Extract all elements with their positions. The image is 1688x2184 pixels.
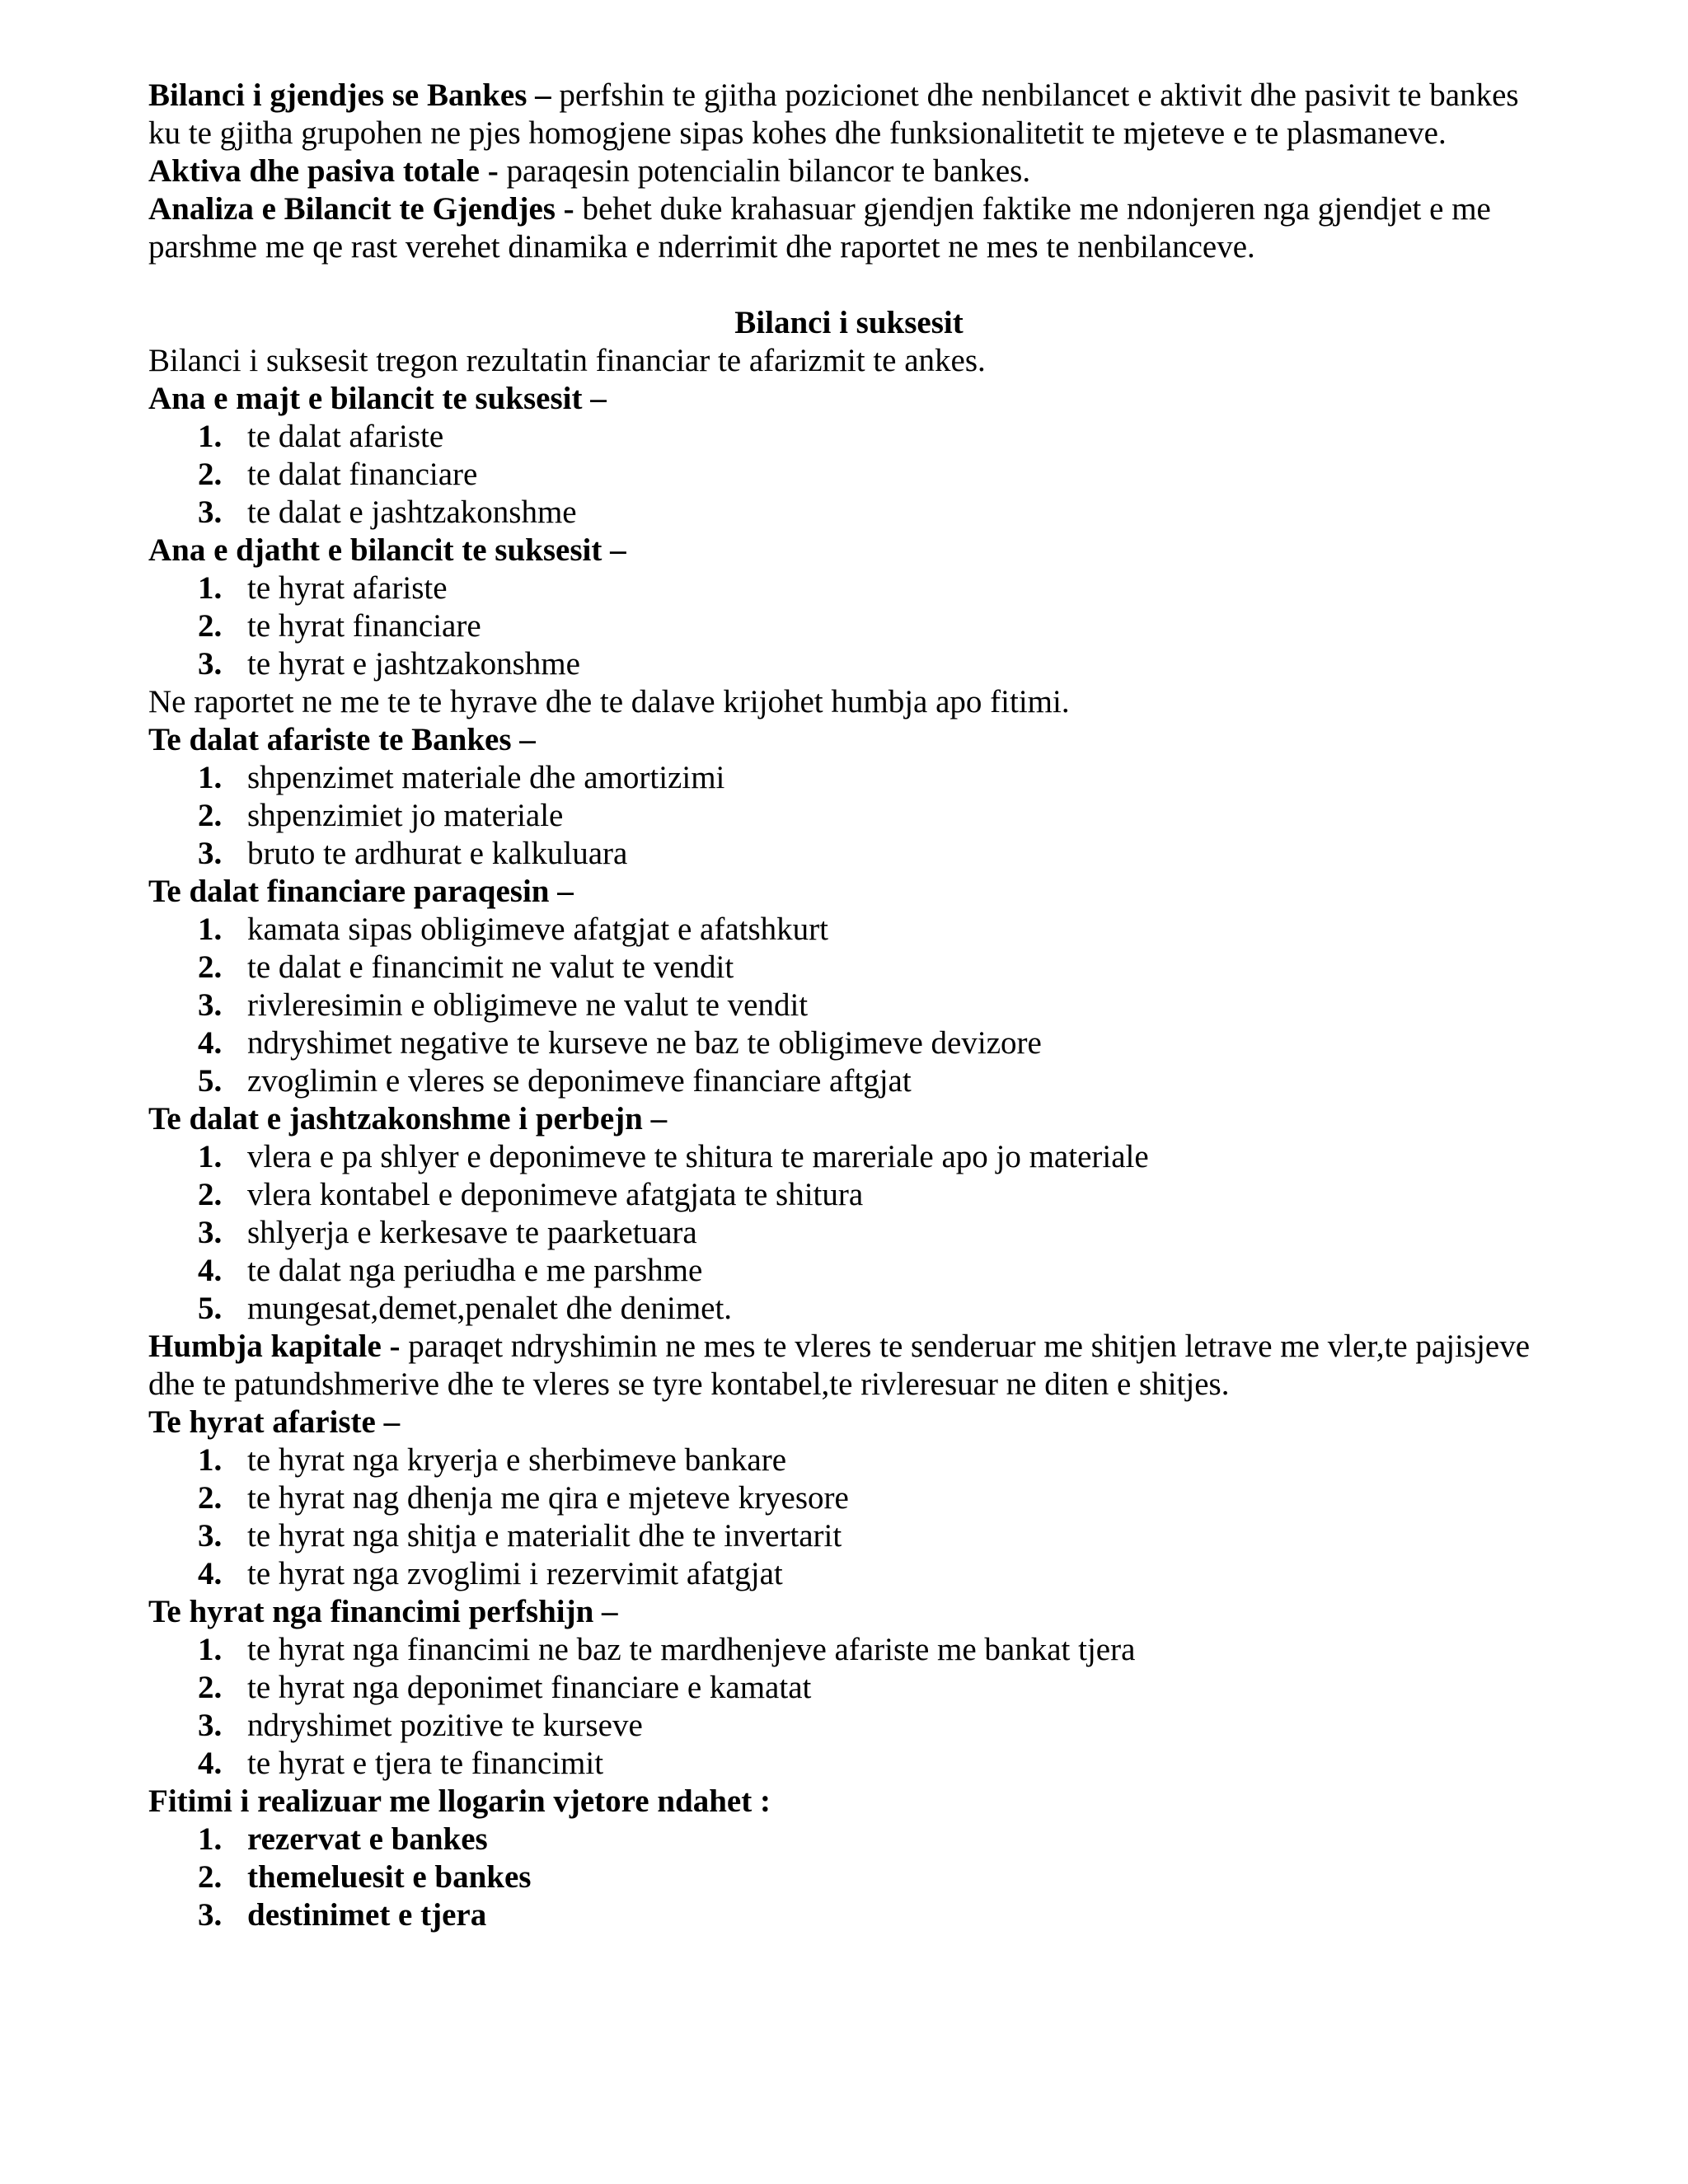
list-item bbox=[148, 418, 1550, 456]
list-item-text: te hyrat nga zvoglimi i rezervimit afatgjat bbox=[247, 1556, 783, 1591]
list-item-text: shlyerja e kerkesave te paarketuara bbox=[247, 1215, 697, 1250]
term-humbja-kapitale: Humbja kapitale - bbox=[148, 1329, 401, 1364]
list-item-text: te dalat e jashtzakonshme bbox=[247, 494, 577, 530]
list-item-number: 2. bbox=[198, 1480, 223, 1516]
list-item bbox=[148, 1555, 1550, 1593]
list-item bbox=[148, 1252, 1550, 1290]
intro-paragraph-2 bbox=[148, 152, 1550, 190]
list-item bbox=[148, 949, 1550, 987]
list-item bbox=[148, 1707, 1550, 1745]
list-item bbox=[148, 1290, 1550, 1328]
list-item-text: te hyrat nag dhenja me qira e mjeteve kryesore bbox=[247, 1480, 849, 1516]
list-item-number: 3. bbox=[198, 836, 223, 871]
list-item-number: 1. bbox=[198, 912, 223, 947]
list-item bbox=[148, 835, 1550, 873]
list-item-number: 4. bbox=[198, 1253, 223, 1288]
list-item-text: te dalat afariste bbox=[247, 419, 444, 454]
group-heading: Ana e majt e bilancit te suksesit – bbox=[148, 381, 607, 416]
list-item-number: 3. bbox=[198, 1708, 223, 1743]
group-heading: Te hyrat nga financimi perfshijn – bbox=[148, 1594, 618, 1629]
list-item-number: 3. bbox=[198, 1897, 223, 1933]
list-item bbox=[148, 797, 1550, 835]
list-item-number: 2. bbox=[198, 949, 223, 985]
list-item-text: bruto te ardhurat e kalkuluara bbox=[247, 836, 628, 871]
list-item-text: ndryshimet negative te kurseve ne baz te obligimeve devizore bbox=[247, 1025, 1042, 1061]
list-item-text: shpenzimet materiale dhe amortizimi bbox=[247, 760, 725, 795]
group-heading: Te hyrat afariste – bbox=[148, 1404, 401, 1440]
list-item-number: 1. bbox=[198, 1821, 223, 1857]
list-item-number: 3. bbox=[198, 1215, 223, 1250]
numbered-list bbox=[148, 1821, 1550, 1934]
list-item bbox=[148, 911, 1550, 949]
document-page bbox=[148, 77, 1550, 1934]
group-heading: Ana e djatht e bilancit te suksesit – bbox=[148, 532, 626, 568]
intro-paragraph-1 bbox=[148, 77, 1550, 152]
list-item-text: themeluesit e bankes bbox=[247, 1859, 532, 1895]
numbered-list bbox=[148, 1441, 1550, 1593]
definition-text: behet duke krahasuar gjendjen faktike me ndonjeren nga gjendjet e me parshme me qe rast verehet dinamika e nderrimit dhe raportet ne mes te nenbilanceve. bbox=[148, 191, 1491, 265]
list-item-number: 3. bbox=[198, 1518, 223, 1554]
list-item-text: te hyrat financiare bbox=[247, 608, 481, 644]
list-item-number: 4. bbox=[198, 1746, 223, 1781]
list-item-text: zvoglimin e vleres se deponimeve financiare aftgjat bbox=[247, 1063, 912, 1099]
list-item-text: te hyrat nga kryerja e sherbimeve bankare bbox=[247, 1442, 787, 1478]
numbered-list bbox=[148, 1631, 1550, 1783]
list-item bbox=[148, 1745, 1550, 1783]
group-heading: Te dalat afariste te Bankes – bbox=[148, 722, 536, 757]
list-item-number: 2. bbox=[198, 1859, 223, 1895]
content-groups bbox=[148, 380, 1550, 1934]
list-item-text: vlera kontabel e deponimeve afatgjata te shitura bbox=[247, 1177, 864, 1212]
list-item-text: shpenzimiet jo materiale bbox=[247, 798, 564, 833]
list-item bbox=[148, 1441, 1550, 1479]
list-item bbox=[148, 759, 1550, 797]
list-item-text: vlera e pa shlyer e deponimeve te shitura te mareriale apo jo materiale bbox=[247, 1139, 1149, 1174]
body-paragraph: Ne raportet ne me te te hyrave dhe te dalave krijohet humbja apo fitimi. bbox=[148, 684, 1070, 719]
list-item-text: destinimet e tjera bbox=[247, 1897, 487, 1933]
list-item bbox=[148, 1896, 1550, 1934]
list-item-text: te hyrat e tjera te financimit bbox=[247, 1746, 604, 1781]
list-item bbox=[148, 607, 1550, 645]
numbered-list bbox=[148, 569, 1550, 683]
list-item-number: 3. bbox=[198, 646, 223, 682]
group-heading: Te dalat financiare paraqesin – bbox=[148, 874, 574, 909]
numbered-list bbox=[148, 759, 1550, 873]
list-item-number: 4. bbox=[198, 1025, 223, 1061]
list-item-number: 1. bbox=[198, 1139, 223, 1174]
list-item-text: te hyrat afariste bbox=[247, 570, 448, 606]
blank-line bbox=[148, 266, 1550, 304]
list-item-number: 3. bbox=[198, 494, 223, 530]
list-item bbox=[148, 1631, 1550, 1669]
definition-text: paraqet ndryshimin ne mes te vleres te senderuar me shitjen letrave me vler,te pajisjeve dhe te patundshmerive dhe te vleres se tyre kontabel,te rivleresuar ne diten e shitjes. bbox=[148, 1329, 1531, 1402]
list-item-number: 2. bbox=[198, 608, 223, 644]
list-item bbox=[148, 987, 1550, 1024]
list-item bbox=[148, 494, 1550, 532]
list-item-text: te dalat e financimit ne valut te vendit bbox=[247, 949, 734, 985]
term-aktiva-pasiva: Aktiva dhe pasiva totale - bbox=[148, 153, 499, 189]
list-item-number: 1. bbox=[198, 760, 223, 795]
intro-paragraph-3 bbox=[148, 190, 1550, 266]
group-heading: Fitimi i realizuar me llogarin vjetore ndahet : bbox=[148, 1783, 771, 1819]
list-item-text: te dalat nga periudha e me parshme bbox=[247, 1253, 703, 1288]
list-item-text: te hyrat e jashtzakonshme bbox=[247, 646, 580, 682]
list-item-number: 5. bbox=[198, 1291, 223, 1326]
list-item bbox=[148, 1517, 1550, 1555]
definition-text: perfshin te gjitha pozicionet dhe nenbilancet e aktivit dhe pasivit te bankes ku te gjitha grupohen ne pjes homogjene sipas kohes dhe funksionalitetit te mjeteve e te plasmaneve. bbox=[148, 77, 1519, 151]
list-item-text: te hyrat nga shitja e materialit dhe te invertarit bbox=[247, 1518, 842, 1554]
list-item-text: te dalat financiare bbox=[247, 457, 478, 492]
numbered-list bbox=[148, 911, 1550, 1100]
section-intro: Bilanci i suksesit tregon rezultatin financiar te afarizmit te ankes. bbox=[148, 343, 986, 378]
section-title: Bilanci i suksesit bbox=[734, 305, 964, 340]
list-item-number: 4. bbox=[198, 1556, 223, 1591]
list-item bbox=[148, 1062, 1550, 1100]
list-item bbox=[148, 1669, 1550, 1707]
term-analiza-bilancit: Analiza e Bilancit te Gjendjes - bbox=[148, 191, 574, 227]
list-item bbox=[148, 1138, 1550, 1176]
list-item-number: 3. bbox=[198, 987, 223, 1023]
term-bilanci-gjendjes: Bilanci i gjendjes se Bankes – bbox=[148, 77, 551, 113]
list-item bbox=[148, 645, 1550, 683]
list-item-number: 5. bbox=[198, 1063, 223, 1099]
list-item-number: 2. bbox=[198, 1670, 223, 1705]
list-item-text: kamata sipas obligimeve afatgjat e afatshkurt bbox=[247, 912, 828, 947]
list-item-number: 1. bbox=[198, 1632, 223, 1667]
list-item-number: 2. bbox=[198, 798, 223, 833]
group-heading: Te dalat e jashtzakonshme i perbejn – bbox=[148, 1101, 668, 1137]
list-item-number: 1. bbox=[198, 1442, 223, 1478]
list-item bbox=[148, 569, 1550, 607]
list-item-number: 1. bbox=[198, 570, 223, 606]
list-item bbox=[148, 1821, 1550, 1858]
list-item bbox=[148, 1858, 1550, 1896]
numbered-list bbox=[148, 1138, 1550, 1328]
list-item-text: rivleresimin e obligimeve ne valut te vendit bbox=[247, 987, 809, 1023]
list-item bbox=[148, 1214, 1550, 1252]
list-item-text: te hyrat nga financimi ne baz te mardhenjeve afariste me bankat tjera bbox=[247, 1632, 1136, 1667]
list-item-number: 1. bbox=[198, 419, 223, 454]
list-item bbox=[148, 1024, 1550, 1062]
numbered-list bbox=[148, 418, 1550, 532]
list-item-text: ndryshimet pozitive te kurseve bbox=[247, 1708, 643, 1743]
list-item bbox=[148, 1479, 1550, 1517]
list-item-text: rezervat e bankes bbox=[247, 1821, 488, 1857]
list-item-text: te hyrat nga deponimet financiare e kamatat bbox=[247, 1670, 812, 1705]
list-item-number: 2. bbox=[198, 457, 223, 492]
definition-text: paraqesin potencialin bilancor te bankes. bbox=[498, 153, 1031, 189]
definition-paragraph bbox=[148, 1328, 1550, 1404]
list-item-number: 2. bbox=[198, 1177, 223, 1212]
list-item bbox=[148, 1176, 1550, 1214]
list-item bbox=[148, 456, 1550, 494]
list-item-text: mungesat,demet,penalet dhe denimet. bbox=[247, 1291, 733, 1326]
